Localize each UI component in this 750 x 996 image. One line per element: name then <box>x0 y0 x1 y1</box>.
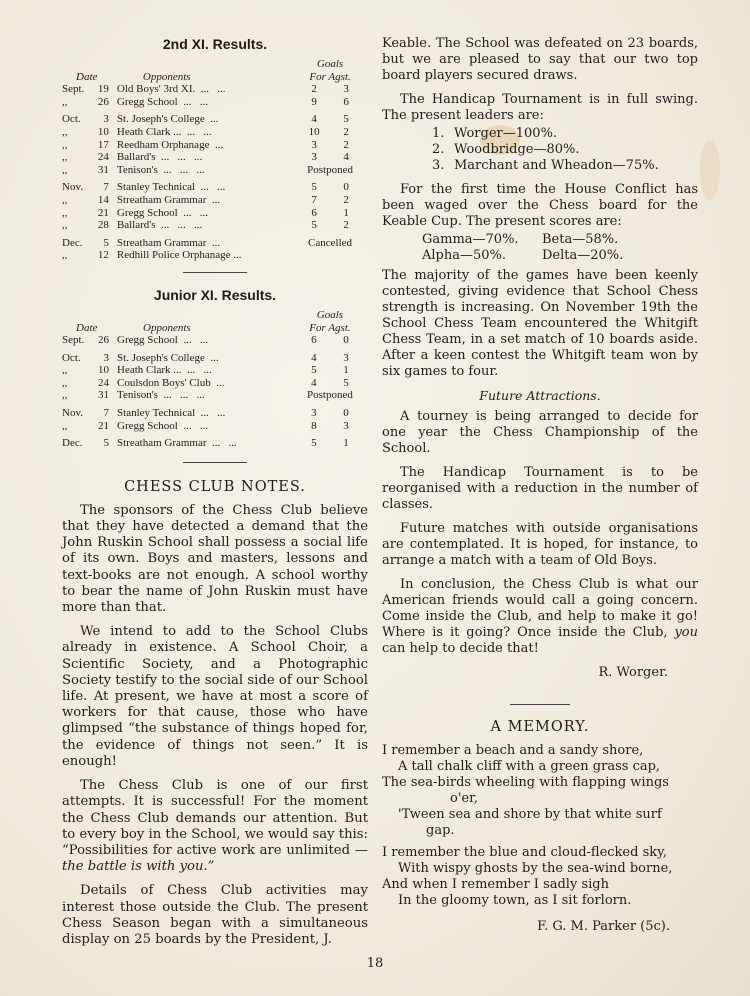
section-divider <box>510 704 570 705</box>
month-cell: Dec. <box>62 437 83 450</box>
italic-word: you <box>674 625 698 640</box>
day-cell: 24 <box>98 376 110 389</box>
poem-line: In the gloomy town, as I sit forlorn. <box>398 893 632 908</box>
section-divider <box>183 272 247 273</box>
goals-against-cell: 0 <box>343 334 349 347</box>
month-cell: ,, <box>62 419 68 432</box>
month-cell: ,, <box>62 95 68 108</box>
goals-for-cell: 4 <box>311 113 317 126</box>
goals-for-cell: 7 <box>311 193 317 206</box>
goals-against-cell: 2 <box>343 193 349 206</box>
opponent-cell: Old Boys' 3rd XI. ... ... <box>116 83 226 96</box>
table-header <box>62 71 362 84</box>
paragraph-text: can help to decide that! <box>382 641 539 656</box>
goals-for-cell: 6 <box>311 334 317 347</box>
month-cell: Oct. <box>62 351 81 364</box>
poem-line: A tall chalk cliff with a green grass cap, <box>398 759 661 774</box>
right-column <box>382 36 698 948</box>
for-agst-label: For Agst. <box>309 321 351 334</box>
paragraph: For the first time the House Conflict has been waged over the Chess board for the Keable Cup. The present scores are: <box>382 182 698 229</box>
leader-rank: 2. <box>432 142 445 157</box>
goals-against-cell: 5 <box>343 376 349 389</box>
leader-name: Woodbridge—80%. <box>454 142 580 157</box>
opponent-cell: Streatham Grammar ... ... <box>117 437 237 450</box>
goals-for-cell: 3 <box>311 151 317 164</box>
page-number: 18 <box>366 956 384 971</box>
month-cell: ,, <box>62 219 68 232</box>
poem-line: I remember the blue and cloud-flecked sky, <box>382 845 667 860</box>
day-cell: 26 <box>98 334 110 347</box>
goals-against-cell: 2 <box>343 125 349 138</box>
table-row <box>62 194 362 207</box>
table-row <box>62 113 362 126</box>
table-row <box>62 249 362 262</box>
left-column <box>62 36 368 956</box>
for-agst-label: For Agst. <box>309 70 351 83</box>
result-note-cell: Postponed <box>307 389 353 402</box>
table-row <box>62 207 362 220</box>
paragraph: The sponsors of the Chess Club believe that they have detected a demand that the John Ruskin School shall possess a social life of its own. Boys and masters, lessons and text-books are not enough. A school worthy to bear the name of John Ruskin must have more than that. <box>62 502 368 616</box>
goals-for-cell: 8 <box>311 419 317 432</box>
opponent-cell: Coulsdon Boys' Club ... <box>117 376 225 389</box>
opponent-cell: St. Joseph's College ... <box>117 351 219 364</box>
paragraph: A tourney is being arranged to decide for one year the Chess Championship of the School. <box>382 409 698 456</box>
poem-title: A MEMORY. <box>490 719 590 735</box>
month-cell: ,, <box>62 364 68 377</box>
opponent-cell: Heath Clark ... ... ... <box>116 125 212 138</box>
poem-line: With wispy ghosts by the sea-wind borne, <box>398 861 673 876</box>
leader-item <box>432 126 698 142</box>
table-row <box>62 151 362 164</box>
day-cell: 28 <box>97 219 109 232</box>
table-row <box>62 83 362 96</box>
junior-xi-title: Junior XI. Results. <box>153 286 277 303</box>
leader-item <box>432 158 698 174</box>
result-note-cell: Postponed <box>307 163 353 176</box>
month-cell: Dec. <box>62 236 83 249</box>
poem <box>382 743 698 909</box>
opponent-cell: Gregg School ... ... <box>116 206 208 219</box>
house-score: Gamma—70%. <box>422 232 519 247</box>
goals-against-cell: 5 <box>343 113 349 126</box>
month-cell: ,, <box>62 125 68 138</box>
day-cell: 21 <box>97 206 109 219</box>
goals-for-cell: 3 <box>311 138 317 151</box>
day-cell: 19 <box>97 83 109 96</box>
goals-against-cell: 3 <box>343 83 349 96</box>
paragraph: The majority of the games have been keenly contested, giving evidence that School Chess strength is increasing. On November 19th the School Chess Team encountered the Whitgift Chess Team, in a set match of 10 boards aside. After a keen contest the Whitgift team won by six games to four. <box>382 268 698 379</box>
day-cell: 10 <box>98 364 110 377</box>
goals-against-cell <box>330 249 362 262</box>
house-scores <box>422 232 662 264</box>
goals-for-cell: 5 <box>311 437 317 450</box>
table-header-goals <box>62 58 362 71</box>
opponent-cell: Redhill Police Orphanage ... <box>116 249 242 262</box>
opponent-cell: Tenison's ... ... ... <box>117 389 205 402</box>
day-cell: 3 <box>103 113 109 126</box>
date-label: Date <box>76 70 98 83</box>
day-cell: 5 <box>103 437 110 450</box>
future-attractions-heading: Future Attractions. <box>479 388 601 403</box>
leader-item <box>432 142 698 158</box>
goals-for-cell: 4 <box>311 376 317 389</box>
goals-against-cell: 2 <box>343 219 349 232</box>
opponent-cell: Ballard's ... ... ... <box>116 219 203 232</box>
opponent-cell: Stanley Technical ... ... <box>117 407 226 420</box>
second-xi-results-table <box>62 58 362 262</box>
goals-against-cell: 1 <box>343 206 349 219</box>
paragraph: Details of Chess Club activities may interest those outside the Club. The present Chess Season began with a simultaneous display on 25 boards by the President, J. <box>62 883 368 947</box>
paragraph <box>382 577 698 657</box>
paragraph-text: The Chess Club is one of our first attempts. It is successful! For the moment the Chess Club demands our attention. But to every boy in the School, we would say this: “Possibilities for active work are unlimited — <box>62 778 368 858</box>
goals-for-cell: 2 <box>311 83 317 96</box>
table-row <box>62 164 362 177</box>
leader-rank: 3. <box>432 158 445 173</box>
goals-against-cell: 1 <box>343 437 349 450</box>
table-row <box>62 237 362 250</box>
month-cell: ,, <box>62 389 68 402</box>
month-cell: ,, <box>62 376 68 389</box>
month-cell: Sept. <box>62 334 85 347</box>
goals-against-cell: 0 <box>343 181 349 194</box>
month-cell: ,, <box>62 193 68 206</box>
month-cell: Sept. <box>62 83 85 96</box>
table-header-goals <box>62 309 362 322</box>
table-row <box>62 377 362 390</box>
leader-rank: 1. <box>432 126 445 141</box>
opponent-cell: Streatham Grammar ... <box>116 236 221 249</box>
goals-for-cell: 4 <box>311 351 317 364</box>
goals-against-cell: 2 <box>343 138 349 151</box>
goals-against-cell: 3 <box>343 419 349 432</box>
table-row <box>62 420 362 433</box>
goals-for-cell: 9 <box>311 95 317 108</box>
goals-for-cell: 3 <box>311 407 317 420</box>
poem-line: I remember a beach and a sandy shore, <box>382 743 644 758</box>
day-cell: 21 <box>98 419 110 432</box>
table-row <box>62 352 362 365</box>
opponent-cell: Gregg School ... ... <box>116 95 208 108</box>
opponent-cell: Reedham Orphanage ... <box>116 138 224 151</box>
opponent-cell: St. Joseph's College ... <box>116 113 219 126</box>
opponent-cell: Stanley Technical ... ... <box>116 181 226 194</box>
opponents-label: Opponents <box>142 70 191 83</box>
paragraph: The Handicap Tournament is in full swing. The present leaders are: <box>382 92 698 123</box>
junior-xi-results-table <box>62 309 362 450</box>
poem-line: And when I remember I sadly sigh <box>382 877 609 892</box>
table-row <box>62 334 362 347</box>
goals-for-cell: 5 <box>311 364 317 377</box>
day-cell: 14 <box>97 193 109 206</box>
goals-for-cell: 5 <box>311 219 317 232</box>
table-header <box>62 322 362 335</box>
house-score: Alpha—50%. <box>422 248 507 263</box>
date-label: Date <box>76 321 98 334</box>
poem-line: gap. <box>426 823 455 838</box>
opponent-cell: Heath Clark ... ... ... <box>117 364 212 377</box>
table-row <box>62 96 362 109</box>
opponents-label: Opponents <box>143 321 191 334</box>
leader-name: Marchant and Wheadon—75%. <box>454 158 659 173</box>
chess-club-heading: CHESS CLUB NOTES. <box>124 478 306 495</box>
opponent-cell: Gregg School ... ... <box>117 419 209 432</box>
table-row <box>62 139 362 152</box>
table-row <box>62 364 362 377</box>
paragraph: Keable. The School was defeated on 23 boards, but we are pleased to say that our two top board players secured draws. <box>382 36 698 83</box>
goals-against-cell: 4 <box>343 151 349 164</box>
paragraph: We intend to add to the School Clubs already in existence. A School Choir, a Scientific Society, and a Photographic Society testify to the social side of our School life. At present, we have at most a score of workers for that cause, those who have glimpsed “the substance of things hoped for, the evidence of things not seen.” It is enough! <box>62 624 368 769</box>
table-row <box>62 181 362 194</box>
month-cell: ,, <box>62 151 68 164</box>
month-cell: ,, <box>62 163 68 176</box>
table-row <box>62 407 362 420</box>
goals-against-cell: 3 <box>343 351 349 364</box>
poem-line: o'er, <box>450 791 479 806</box>
opponent-cell: Tenison's ... ... ... <box>116 163 205 176</box>
goals-label: Goals <box>316 58 344 70</box>
month-cell: ,, <box>62 206 68 219</box>
paragraph: The Handicap Tournament is to be reorganised with a reduction in the number of classes. <box>382 465 698 512</box>
italic-phrase: the battle is with you.” <box>62 859 215 875</box>
house-score: Delta—20%. <box>542 248 624 263</box>
goals-for-cell: 10 <box>308 125 320 138</box>
table-row <box>62 437 362 450</box>
goals-against-cell: 1 <box>343 364 349 377</box>
month-cell: ,, <box>62 138 68 151</box>
goals-against-cell: 6 <box>343 95 349 108</box>
leader-name: Worger—100%. <box>454 126 558 141</box>
opponent-cell: Gregg School ... ... <box>117 334 209 347</box>
table-row <box>62 126 362 139</box>
signature: R. Worger. <box>598 665 668 680</box>
second-xi-title: 2nd XI. Results. <box>162 36 268 52</box>
table-row <box>62 389 362 402</box>
opponent-cell: Ballard's ... ... ... <box>116 151 203 164</box>
day-cell: 31 <box>98 389 110 402</box>
month-cell: ,, <box>62 249 68 262</box>
paragraph <box>62 778 368 875</box>
section-divider <box>183 462 247 463</box>
poem-author: F. G. M. Parker (5c). <box>537 919 670 934</box>
month-cell: Nov. <box>62 181 83 194</box>
month-cell: Nov. <box>62 407 83 420</box>
day-cell: 5 <box>103 236 109 249</box>
paragraph: Future matches with outside organisations are contemplated. It is hoped, for instance, to arrange a match with a team of Old Boys. <box>382 521 698 568</box>
paper-stain <box>700 140 720 200</box>
day-cell: 3 <box>103 351 110 364</box>
day-cell: 7 <box>103 181 109 194</box>
leaders-list <box>432 126 698 174</box>
goals-for-cell: 5 <box>311 181 317 194</box>
goals-label: Goals <box>316 308 344 321</box>
goals-for-cell: 6 <box>311 206 317 219</box>
day-cell: 31 <box>97 163 109 176</box>
opponent-cell: Streatham Grammar ... <box>116 193 221 206</box>
day-cell: 26 <box>97 95 109 108</box>
month-cell: Oct. <box>62 113 81 126</box>
day-cell: 10 <box>97 125 109 138</box>
table-row <box>62 219 362 232</box>
paragraph-text: In conclusion, the Chess Club is what our American friends would call a going concern. Come inside the Club, and help to make it go! Where is it going? Once inside the Club, <box>382 577 698 640</box>
day-cell: 24 <box>97 151 109 164</box>
result-note-cell: Cancelled <box>308 236 353 249</box>
goals-against-cell: 0 <box>343 407 349 420</box>
poem-line: The sea-birds wheeling with flapping wings <box>382 775 669 790</box>
day-cell: 7 <box>103 407 110 420</box>
day-cell: 17 <box>97 138 109 151</box>
poem-line: 'Tween sea and shore by that white surf <box>398 807 662 822</box>
day-cell: 12 <box>97 249 109 262</box>
house-score: Beta—58%. <box>542 232 619 247</box>
goals-for-cell <box>298 249 330 262</box>
